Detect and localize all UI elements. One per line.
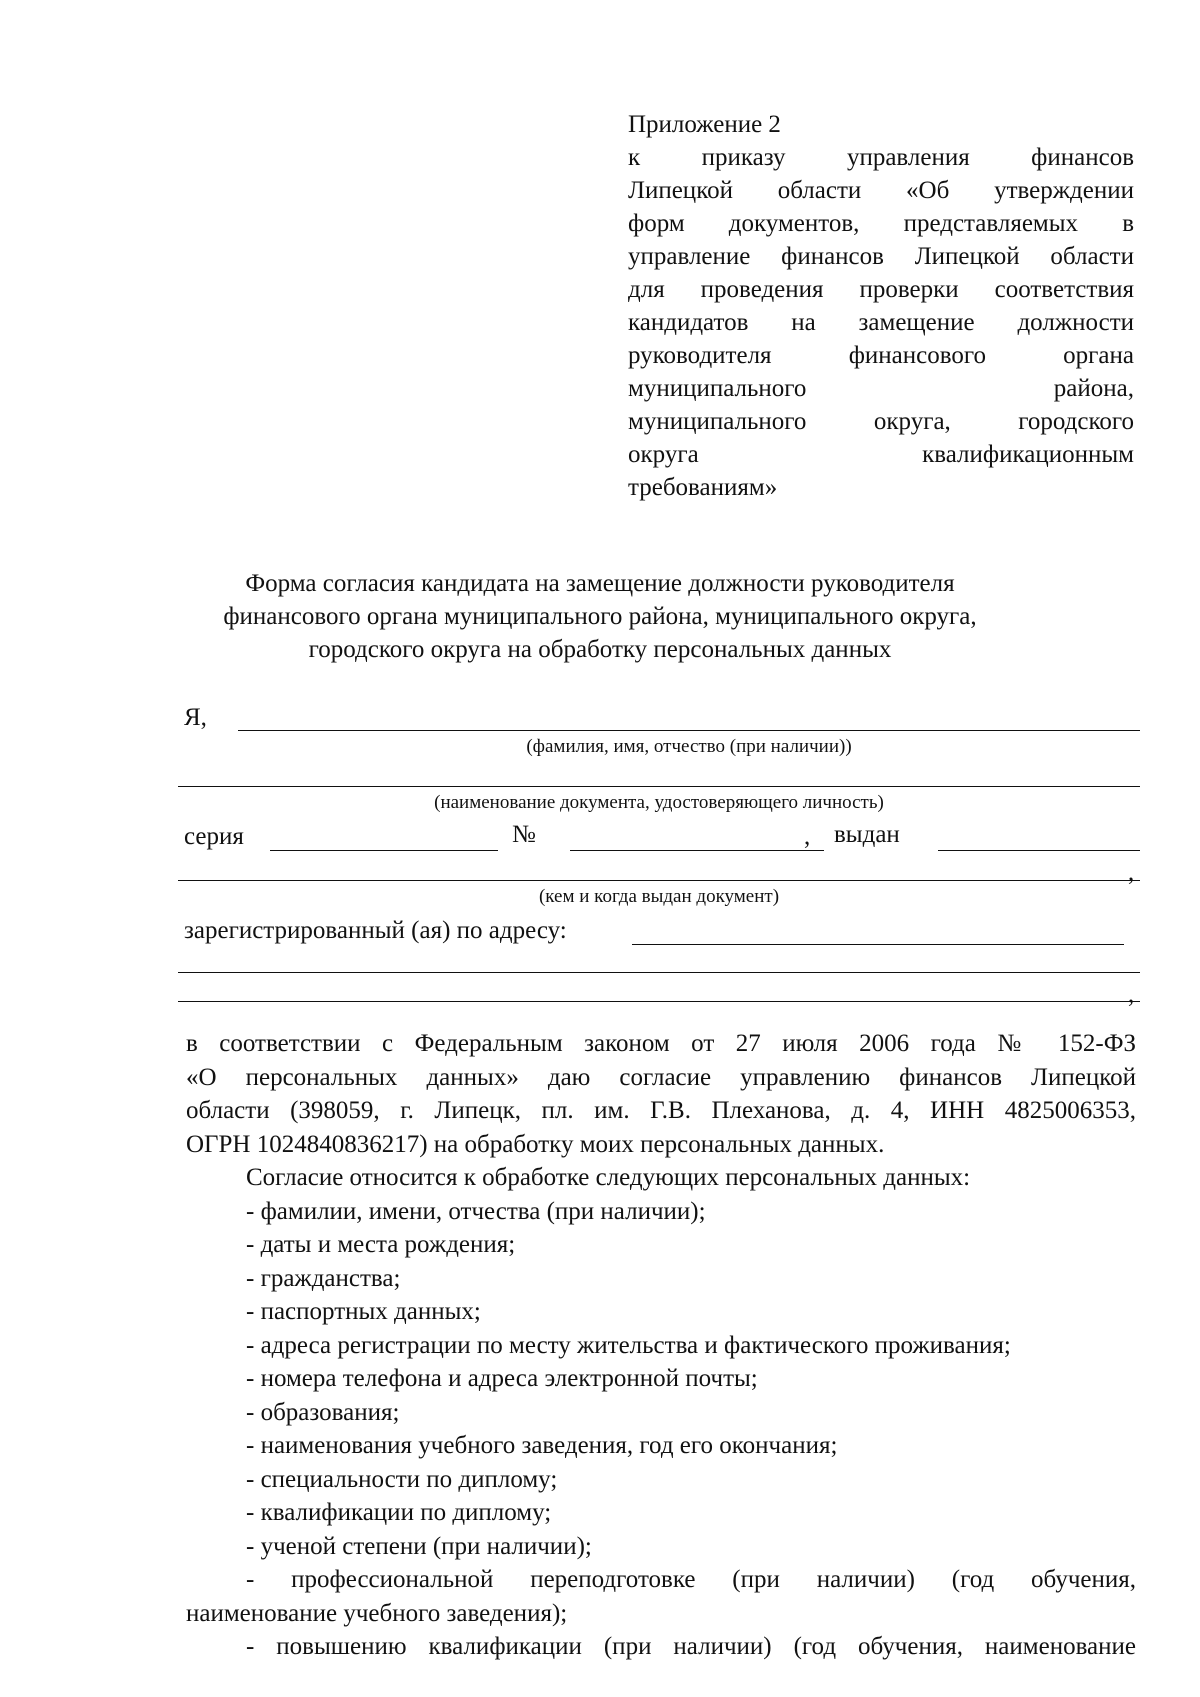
series-field[interactable] [270, 850, 498, 851]
appendix-line: к приказу управления финансов [628, 144, 1134, 171]
id-document-field[interactable] [178, 786, 1140, 787]
appendix-line: Липецкой области «Об утверждении [628, 177, 1134, 204]
list-item: - квалификации по диплому; [246, 1499, 552, 1526]
appendix-line: руководителя финансового органа [628, 342, 1134, 369]
appendix-line: округа квалификационным [628, 441, 1134, 468]
form-title-line: финансового органа муниципального района, муниципального округа, [223, 603, 977, 630]
list-item: - гражданства; [246, 1264, 401, 1292]
appendix-line: требованиям» [628, 474, 778, 501]
intro-line: области (398059, г. Липецк, пл. им. Г.В. Плеханова, д. 4, ИНН 4825006353, [186, 1097, 1136, 1124]
appendix-line: кандидатов на замещение должности [628, 309, 1134, 336]
appendix-line: муниципального района, [628, 375, 1134, 402]
issued-by-hint: (кем и когда выдан документ) [538, 886, 780, 907]
form-title [180, 567, 1020, 666]
intro-line: ОГРН 1024840836217) на обработку моих персональных данных. [186, 1130, 885, 1158]
id-document-hint: (наименование документа, удостоверяющего личность) [434, 792, 884, 813]
fio-field[interactable] [238, 730, 1140, 731]
appendix-line: управление финансов Липецкой области [628, 243, 1134, 270]
list-item: - наименования учебного заведения, год его окончания; [246, 1432, 838, 1459]
number-comma: , [804, 823, 811, 850]
list-item: - паспортных данных; [246, 1298, 481, 1325]
number-label: № [512, 821, 536, 848]
appendix-line: муниципального округа, городского [628, 408, 1134, 435]
appendix-line: для проведения проверки соответствия [628, 276, 1134, 303]
list-item: - ученой степени (при наличии); [246, 1532, 592, 1560]
list-item: - адреса регистрации по месту жительства и фактического проживания; [246, 1331, 1011, 1359]
fio-hint: (фамилия, имя, отчество (при наличии)) [526, 736, 852, 757]
list-item: - специальности по диплому; [246, 1465, 558, 1493]
list-item: - фамилии, имени, отчества (при наличии); [246, 1197, 706, 1225]
list-item: - номера телефона и адреса электронной почты; [246, 1365, 758, 1392]
list-item: - даты и места рождения; [246, 1231, 516, 1258]
list-item: - профессиональной переподготовке (при наличии) (год обучения, [246, 1566, 1136, 1593]
address-field-line3[interactable] [178, 1001, 1140, 1002]
form-title-line: городского округа на обработку персональных данных [308, 636, 892, 663]
address-comma: , [1128, 981, 1135, 1008]
appendix-header [628, 108, 1134, 504]
list-item: - повышению квалификации (при наличии) (год обучения, наименование [246, 1633, 1136, 1660]
registered-address-label: зарегистрированный (ая) по адресу: [184, 917, 567, 944]
appendix-heading: Приложение 2 [628, 111, 781, 138]
address-field-line2[interactable] [178, 972, 1140, 973]
intro-line: «О персональных данных» даю согласие управлению финансов Липецкой [186, 1063, 1136, 1091]
appendix-line: форм документов, представляемых в [628, 210, 1134, 237]
intro-line: в соответствии с Федеральным законом от 27 июля 2006 года № 152-ФЗ [186, 1030, 1136, 1057]
form-title-line: Форма согласия кандидата на замещение должности руководителя [245, 570, 955, 597]
issued-label: выдан [834, 821, 900, 848]
consent-body [186, 1027, 1136, 1664]
ya-label: Я, [184, 704, 207, 731]
consent-heading: Согласие относится к обработке следующих персональных данных: [246, 1164, 971, 1191]
list-item-continued: наименование учебного заведения); [186, 1599, 568, 1627]
issued-by-comma: , [1128, 859, 1135, 886]
issued-field[interactable] [938, 850, 1140, 851]
series-label: серия [184, 823, 244, 850]
address-field[interactable] [632, 944, 1124, 945]
number-field[interactable] [570, 850, 824, 851]
issued-by-field[interactable] [178, 880, 1140, 881]
list-item: - образования; [246, 1398, 400, 1426]
